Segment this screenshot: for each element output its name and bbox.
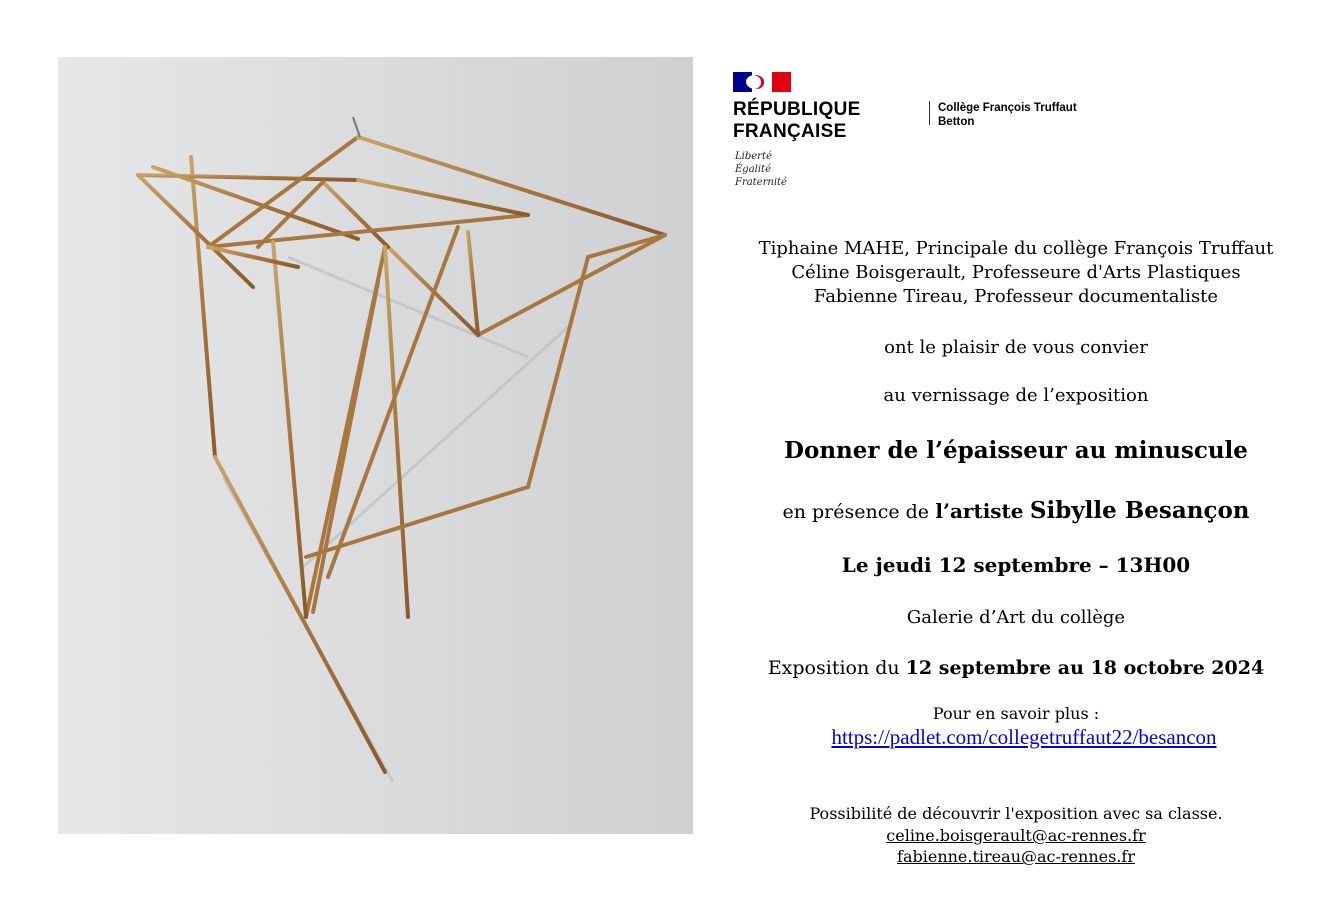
college-block (929, 101, 1077, 128)
host-line-3: Fabienne Tireau, Professeur documentaliste (813, 286, 1219, 307)
straw-sculpture (58, 57, 693, 834)
exhibition-dates-range: 12 septembre au 18 octobre 2024 (905, 657, 1265, 679)
college-city: Betton (938, 116, 975, 128)
presence-line (735, 497, 1297, 524)
exhibition-title: Donner de l’épaisseur au minuscule (784, 437, 1248, 464)
more-info-label: Pour en savoir plus : (932, 704, 1100, 723)
invite-line: ont le plaisir de vous convier (884, 337, 1148, 358)
motto-fraternite: Fraternité (735, 177, 787, 188)
marianne-flag-icon (733, 72, 791, 92)
motto-liberte: Liberté (735, 151, 772, 162)
college-name: Collège François Truffaut (938, 102, 1077, 114)
exhibition-dates (735, 657, 1297, 679)
republique-francaise-logo (733, 72, 883, 192)
motto-egalite: Égalité (735, 164, 771, 175)
logo-text-line1: RÉPUBLIQUE (733, 99, 861, 120)
email-link-tireau[interactable]: fabienne.tireau@ac-rennes.fr (897, 847, 1135, 866)
artwork-photo (58, 57, 693, 834)
class-visit-note: Possibilité de découvrir l'exposition avec sa classe. (809, 804, 1223, 823)
host-line-2: Céline Boisgerault, Professeure d'Arts Plastiques (791, 262, 1241, 283)
padlet-link[interactable]: https://padlet.com/collegetruffaut22/besancon (831, 725, 1217, 749)
vernissage-line: au vernissage de l’exposition (883, 385, 1149, 406)
email-link-boisgerault[interactable]: celine.boisgerault@ac-rennes.fr (886, 826, 1146, 845)
event-date: Le jeudi 12 septembre – 13H00 (841, 553, 1191, 577)
event-location: Galerie d’Art du collège (906, 607, 1126, 628)
presence-role: l’artiste (935, 499, 1024, 523)
exhibition-dates-prefix: Exposition du (767, 657, 900, 679)
host-line-1: Tiphaine MAHE, Principale du collège François Truffaut (758, 238, 1274, 259)
presence-prefix: en présence de (782, 501, 930, 523)
artist-name: Sibylle Besançon (1029, 497, 1250, 524)
logo-text-line2: FRANÇAISE (733, 121, 847, 142)
